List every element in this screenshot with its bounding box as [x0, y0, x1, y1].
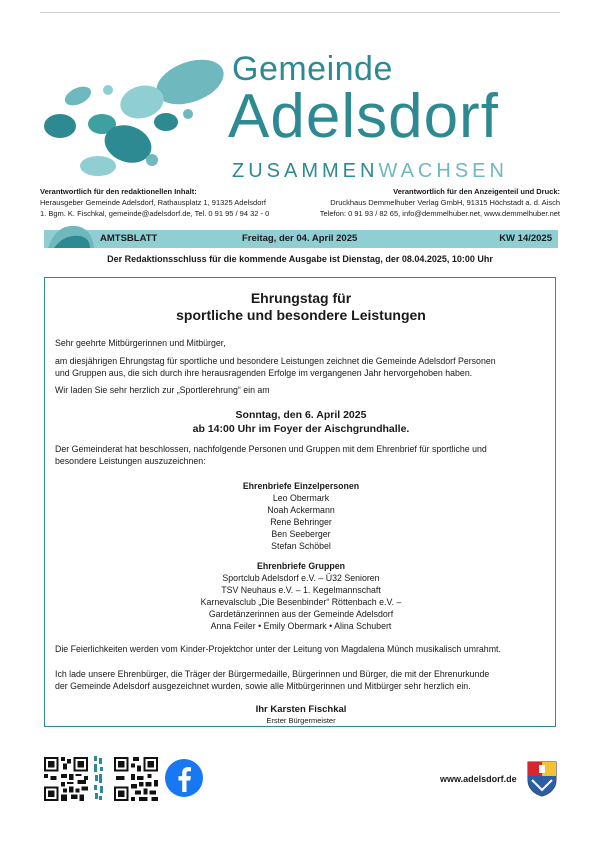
closing-line2: der Gemeinde Adelsdorf ausgezeichnet wurden, sowie alle Mitbürgerinnen und Mitbürger sehr herzlich ein.: [55, 680, 471, 691]
individuals-list: [45, 480, 557, 552]
list-item: Rene Behringer: [270, 517, 332, 527]
list-item: Karnevalsclub „Die Besenbinder“ Röttenbach e.V. –: [200, 597, 402, 607]
masthead-tagline: [232, 160, 508, 183]
event-line1: Sonntag, den 6. April 2025: [235, 409, 367, 421]
article-title-line2: sportliche und besondere Leistungen: [176, 307, 426, 323]
deadline-notice: Der Redaktionsschluss für die kommende Ausgabe ist Dienstag, der 08.04.2025, 10:00 Uhr: [107, 254, 493, 264]
signature-name: Ihr Karsten Fischkal: [255, 704, 347, 715]
list-item: Noah Ackermann: [267, 505, 335, 515]
website-link[interactable]: www.adelsdorf.de: [440, 774, 517, 784]
barcode-strip-icon: [92, 754, 106, 802]
intro-line1: am diesjährigen Ehrungstag für sportliche und besondere Leistungen zeichnet die Gemeinde Adelsdorf Personen: [55, 356, 496, 366]
amtsblatt-banner: [44, 230, 558, 248]
banner-wave-icon: [46, 220, 96, 250]
intro-paragraph: [55, 356, 549, 379]
groups-heading: Ehrenbriefe Gruppen: [257, 561, 345, 571]
signature: [45, 704, 557, 725]
list-item: Ben Seeberger: [271, 529, 331, 539]
imprint-left-line1: Herausgeber Gemeinde Adelsdorf, Rathausplatz 1, 91325 Adelsdorf: [40, 198, 266, 207]
invitation-text: Wir laden Sie sehr herzlich zur „Sportlerehrung“ ein am: [55, 385, 270, 395]
council-line1: Der Gemeinderat hat beschlossen, nachfolgende Personen und Gruppen mit dem Ehrenbrief für sportliche und: [55, 444, 487, 454]
signature-role: Erster Bürgermeister: [266, 716, 336, 725]
banner-week: KW 14/2025: [499, 233, 552, 244]
banner-date: Freitag, der 04. April 2025: [242, 233, 358, 244]
banner-label: AMTSBLATT: [100, 233, 158, 244]
council-paragraph: [55, 444, 549, 467]
tagline-part1: ZUSAMMEN: [232, 160, 379, 182]
event-details: [45, 408, 557, 436]
top-rule: [40, 12, 560, 13]
imprint-right-head: Verantwortlich für den Anzeigenteil und Druck:: [393, 187, 560, 196]
logo-splash-icon: [40, 52, 230, 182]
salutation: Sehr geehrte Mitbürgerinnen und Mitbürger,: [55, 338, 226, 348]
tagline-part2: WACHSEN: [378, 160, 508, 182]
list-item: Sportclub Adelsdorf e.V. – Ü32 Senioren: [222, 573, 380, 583]
list-item: Stefan Schöbel: [271, 541, 331, 551]
imprint-advertising: [320, 186, 560, 219]
imprint-right-line1: Druckhaus Demmelhuber Verlag GmbH, 91315 Höchstadt a. d. Aisch: [330, 198, 560, 207]
groups-list: [45, 560, 557, 632]
coat-of-arms-icon: [526, 760, 558, 798]
list-item: Leo Obermark: [272, 493, 330, 503]
individuals-heading: Ehrenbriefe Einzelpersonen: [242, 481, 360, 491]
article-title: [45, 290, 557, 324]
imprint-right-line2: Telefon: 0 91 93 / 82 65, info@demmelhuber.net, www.demmelhuber.net: [319, 209, 560, 218]
article-box: [44, 277, 556, 727]
facebook-icon[interactable]: [164, 758, 204, 798]
closing-paragraph: [55, 669, 549, 692]
masthead-gemeinde: Gemeinde: [232, 50, 393, 88]
list-item: TSV Neuhaus e.V. – 1. Kegelmannschaft: [221, 585, 381, 595]
list-item: Anna Feiler • Emily Obermark • Alina Schubert: [210, 621, 392, 631]
intro-line2: und Gruppen aus, die sich durch ihre herausragenden Erfolge im vergangenen Jahr hervorgehoben haben.: [55, 367, 473, 378]
imprint-left-line2: 1. Bgm. K. Fischkal, gemeinde@adelsdorf.de, Tel. 0 91 95 / 94 32 - 0: [40, 209, 270, 218]
qr-code-icon[interactable]: [114, 757, 158, 801]
imprint-editorial: [40, 186, 269, 219]
council-line2: besondere Leistungen auszuzeichnen:: [55, 455, 206, 466]
music-note: Die Feierlichkeiten werden vom Kinder-Projektchor unter der Leitung von Magdalena Münch musikalisch umrahmt.: [55, 644, 501, 654]
masthead-adelsdorf: Adelsdorf: [228, 82, 499, 151]
imprint-left-head: Verantwortlich für den redaktionellen Inhalt:: [40, 187, 197, 196]
closing-line1: Ich lade unsere Ehrenbürger, die Träger der Bürgermedaille, Bürgerinnen und Bürger, die mit der Ehrenurkunde: [55, 669, 490, 679]
qr-code-icon[interactable]: [44, 757, 88, 801]
article-title-line1: Ehrungstag für: [250, 290, 352, 306]
event-line2: ab 14:00 Uhr im Foyer der Aischgrundhalle.: [192, 423, 410, 435]
list-item: Gardetänzerinnen aus der Gemeinde Adelsdorf: [208, 609, 394, 619]
